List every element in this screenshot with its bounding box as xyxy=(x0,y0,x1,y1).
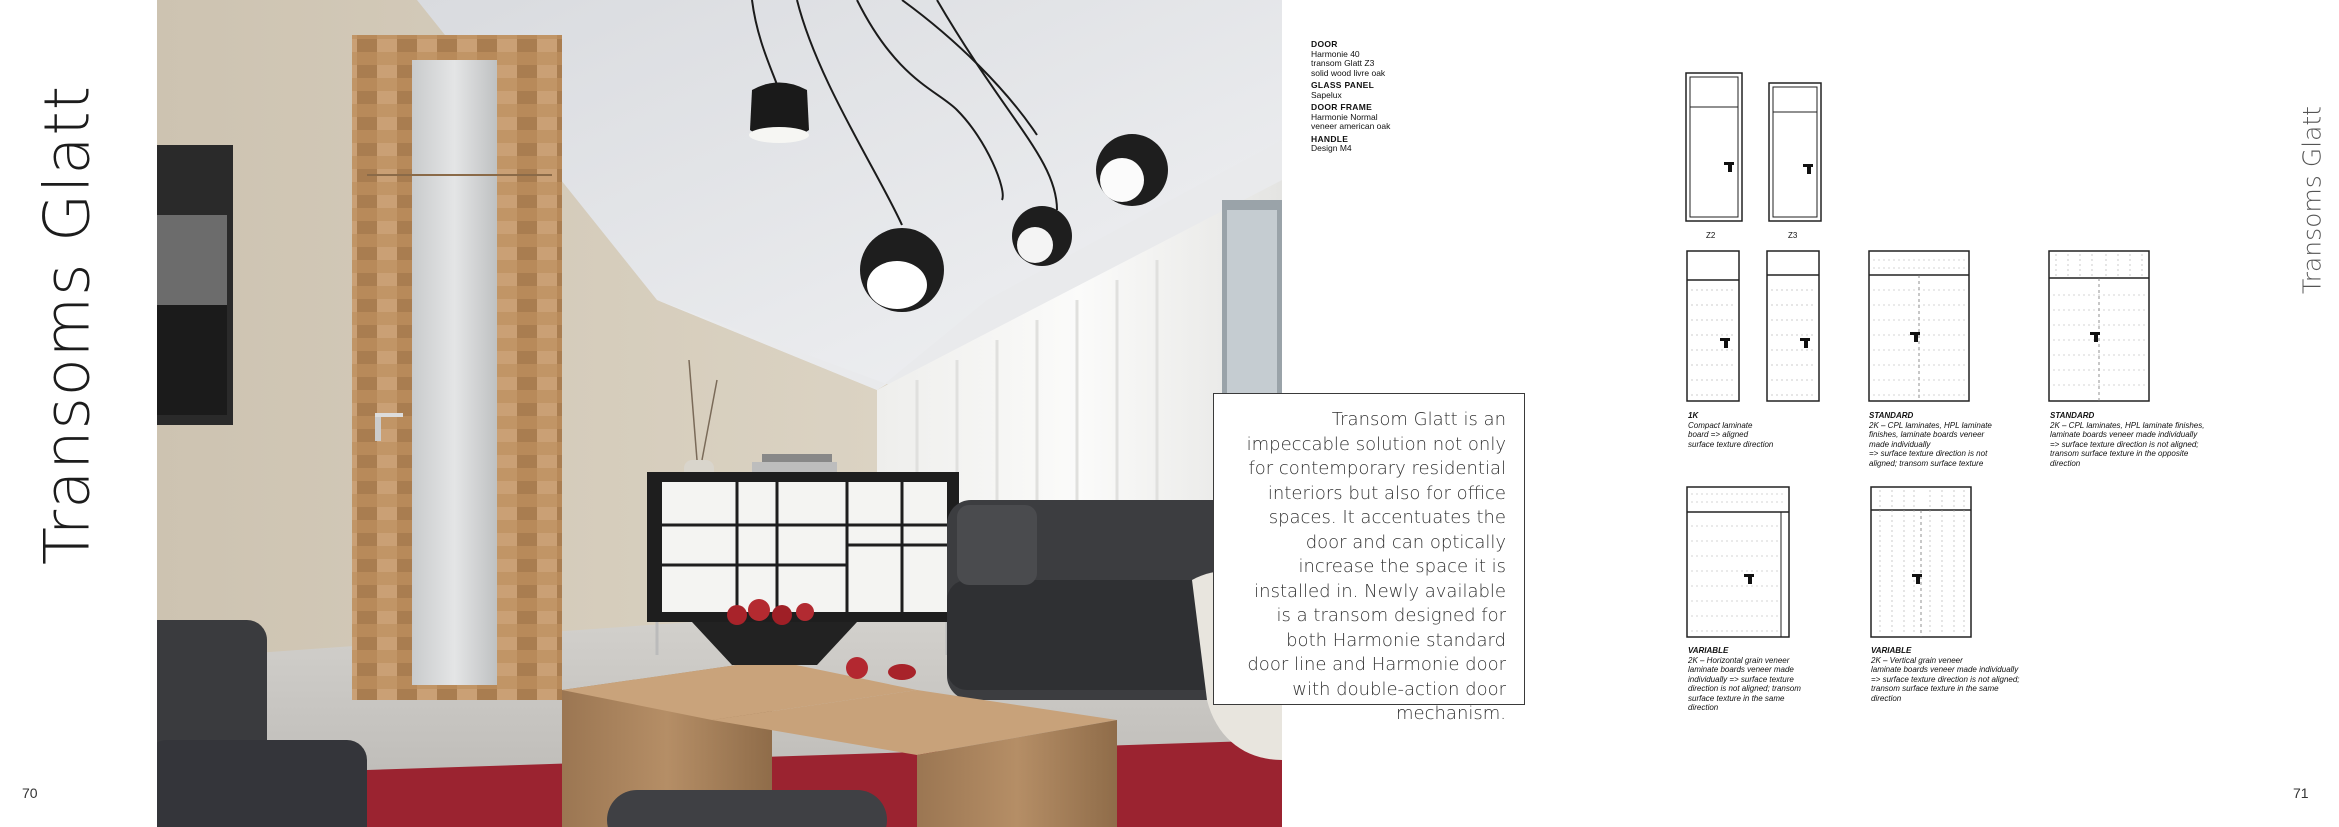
z2-label: Z2 xyxy=(1706,231,1716,240)
label-standard-2-name: STANDARD xyxy=(2050,411,2095,420)
label-variable-2-line: => surface texture direction is not aligned; xyxy=(1871,674,2020,684)
label-variable-1-line: surface texture in the same xyxy=(1688,693,1785,703)
door-diagram-1k-right xyxy=(1766,250,1822,405)
page-number-left: 70 xyxy=(22,785,38,801)
label-variable-1-name: VARIABLE xyxy=(1688,646,1729,655)
caption-glass-line: Sapelux xyxy=(1311,89,1342,100)
label-standard-1 xyxy=(1869,411,2069,468)
label-variable-2-name: VARIABLE xyxy=(1871,646,1912,655)
label-standard-1-line: 2K – CPL laminates, HPL laminate xyxy=(1869,420,1992,430)
door-diagram-standard-1 xyxy=(1868,250,1972,405)
z3-label: Z3 xyxy=(1788,231,1798,240)
door-diagram-variable-1 xyxy=(1686,486,1792,641)
caption-door-line: Harmonie 40 xyxy=(1311,48,1360,59)
caption-door-line: solid wood livre oak xyxy=(1311,67,1386,78)
right-title-text: Transoms Glatt xyxy=(2297,106,2327,294)
label-standard-2-line: direction xyxy=(2050,458,2081,468)
label-variable-2 xyxy=(1871,646,2081,703)
label-1k xyxy=(1688,411,1868,449)
label-standard-2-line: transom surface texture in the opposite xyxy=(2050,449,2189,458)
description-text: Transom Glatt is an impeccable solution not only for contemporary residential interiors but also for office spaces. It accentuates the door and can optically increase the space it is installed in. Newly available is a transom designed for both Harmonie standard door line and Harmonie door with double-action door mechanism. xyxy=(1246,409,1506,724)
caption-frame-line: veneer american oak xyxy=(1311,121,1391,131)
caption-door-heading: DOOR xyxy=(1311,39,1338,49)
caption-glass-heading: GLASS PANEL xyxy=(1311,80,1375,90)
label-standard-2-line: => surface texture direction is not aligned; xyxy=(2050,439,2199,449)
label-variable-1-line: laminate boards veneer made xyxy=(1688,665,1794,674)
left-vertical-title xyxy=(22,84,112,566)
label-standard-1-line: => surface texture direction is not xyxy=(1869,449,1988,458)
label-variable-2-line: laminate boards veneer made individually xyxy=(1871,665,2019,674)
caption-frame-heading: DOOR FRAME xyxy=(1311,102,1373,112)
label-standard-2-line: laminate boards veneer made individually xyxy=(2050,430,2198,439)
label-standard-1-name: STANDARD xyxy=(1869,411,1914,420)
description-box xyxy=(1213,393,1525,724)
label-variable-2-line: transom surface texture in the same xyxy=(1871,684,1999,693)
interior-photo xyxy=(157,0,1282,827)
left-title-text: Transoms Glatt xyxy=(30,84,104,566)
label-standard-2 xyxy=(2050,411,2250,468)
label-standard-2-line: 2K – CPL laminates, HPL laminate finishes, xyxy=(2050,420,2205,430)
label-variable-1 xyxy=(1688,646,1888,713)
right-vertical-title xyxy=(2295,90,2329,310)
door-diagram-standard-2 xyxy=(2048,250,2152,405)
label-1k-name: 1K xyxy=(1688,411,1699,420)
label-variable-1-line: individually => surface texture xyxy=(1688,674,1794,684)
product-caption xyxy=(1311,40,1441,154)
door-diagram-variable-2 xyxy=(1870,486,1974,641)
label-standard-1-line: finishes, laminate boards veneer xyxy=(1869,430,1985,439)
label-variable-1-line: 2K – Horizontal grain veneer xyxy=(1688,655,1790,665)
label-variable-2-line: 2K – Vertical grain veneer xyxy=(1871,655,1963,665)
label-standard-1-line: aligned; transom surface texture xyxy=(1869,458,1984,468)
label-variable-2-line: direction xyxy=(1871,693,1902,703)
door-diagram-z2 xyxy=(1685,72,1745,224)
label-standard-1-line: made individually xyxy=(1869,439,1931,449)
label-1k-line: Compact laminate xyxy=(1688,420,1753,430)
label-1k-line: board => aligned xyxy=(1688,430,1749,439)
label-variable-1-line: direction xyxy=(1688,703,1719,712)
door-diagram-1k-left xyxy=(1686,250,1742,405)
door-diagram-z3 xyxy=(1768,82,1824,224)
label-1k-line: surface texture direction xyxy=(1688,439,1774,449)
caption-handle-line: Design M4 xyxy=(1311,143,1352,153)
caption-frame-line: Harmonie Normal xyxy=(1311,111,1378,122)
caption-handle-heading: HANDLE xyxy=(1311,133,1349,144)
page-number-right: 71 xyxy=(2293,785,2309,801)
caption-door-line: transom Glatt Z3 xyxy=(1311,58,1375,68)
label-variable-1-line: direction is not aligned; transom xyxy=(1688,684,1801,693)
